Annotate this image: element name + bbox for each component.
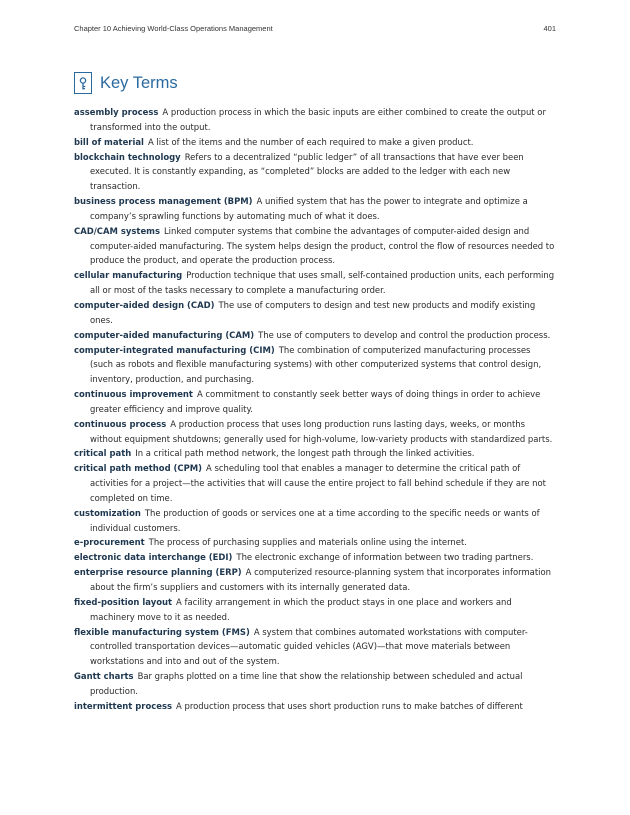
term-definition: A facility arrangement in which the product stays in one place and workers and machinery move to it as needed. xyxy=(90,596,512,622)
term-name: Gantt charts xyxy=(74,671,134,682)
term-entry xyxy=(74,565,556,595)
page-header xyxy=(74,24,556,33)
page-number: 401 xyxy=(543,24,556,33)
term-entry xyxy=(74,135,556,150)
term-definition: The use of computers to develop and control the production process. xyxy=(258,329,551,340)
term-entry xyxy=(74,194,556,224)
term-name: flexible manufacturing system (FMS) xyxy=(74,626,250,637)
term-definition: Production technique that uses small, self-contained production units, each performing all or most of the tasks necessary to complete a manufacturing order. xyxy=(90,270,555,296)
term-definition: A scheduling tool that enables a manager to determine the critical path of activities for a project—the activities that will cause the entire project to fall behind schedule if they are not completed on time. xyxy=(90,463,546,503)
term-name: e-procurement xyxy=(74,537,145,548)
term-definition: A production process that uses short production runs to make batches of different xyxy=(176,700,523,711)
term-definition: A production process in which the basic inputs are either combined to create the output or transformed into the output. xyxy=(90,107,546,132)
term-name: computer-aided manufacturing (CAM) xyxy=(74,329,255,340)
term-definition: The process of purchasing supplies and materials online using the internet. xyxy=(148,537,467,548)
term-definition: A commitment to constantly seek better ways of doing things in order to achieve greater efficiency and improve quality. xyxy=(90,389,541,414)
key-icon xyxy=(74,72,92,94)
term-name: electronic data interchange (EDI) xyxy=(74,552,233,563)
term-name: intermittent process xyxy=(74,700,173,711)
term-entry xyxy=(74,105,556,135)
key-terms-heading xyxy=(74,72,178,94)
section-title: Key Terms xyxy=(100,73,178,92)
term-definition: A list of the items and the number of each required to make a given product. xyxy=(147,136,474,147)
term-entry xyxy=(74,595,556,625)
term-definition: The electronic exchange of information between two trading partners. xyxy=(236,552,534,563)
term-definition: The production of goods or services one at a time according to the specific needs or wants of individual customers. xyxy=(90,507,540,533)
term-entry xyxy=(74,328,556,343)
term-entry xyxy=(74,417,556,447)
term-entry xyxy=(74,625,556,670)
term-name: business process management (BPM) xyxy=(74,196,253,207)
term-definition: Refers to a decentralized “public ledger” of all transactions that have ever been executed. It is constantly expanding, as “completed” blocks are added to the ledger with each new transaction. xyxy=(90,151,524,192)
term-definition: Linked computer systems that combine the advantages of computer-aided design and computer-aided manufacturing. The system helps design the product, control the flow of resources needed to produce the product, and operate the production process. xyxy=(90,225,555,266)
term-definition: A unified system that has the power to integrate and optimize a company’s sprawling functions by automating much of what it does. xyxy=(90,196,528,221)
term-name: assembly process xyxy=(74,107,159,117)
term-entry xyxy=(74,506,556,536)
term-entry xyxy=(74,224,556,269)
term-name: bill of material xyxy=(74,136,144,147)
term-entry xyxy=(74,150,556,195)
term-definition: Bar graphs plotted on a time line that show the relationship between scheduled and actual production. xyxy=(90,671,523,696)
term-entry xyxy=(74,699,556,714)
term-entry xyxy=(74,550,556,565)
term-name: critical path method (CPM) xyxy=(74,463,203,474)
term-name: enterprise resource planning (ERP) xyxy=(74,567,242,578)
term-entry xyxy=(74,446,556,461)
term-name: computer-aided design (CAD) xyxy=(74,299,215,310)
term-definition: A production process that uses long production runs lasting days, weeks, or months without equipment shutdowns; generally used for high-volume, low-variety products with standardized parts. xyxy=(90,418,553,444)
term-name: CAD/CAM systems xyxy=(74,225,160,236)
term-name: blockchain technology xyxy=(74,151,181,162)
term-entry xyxy=(74,461,556,506)
term-entry xyxy=(74,343,556,388)
term-entry xyxy=(74,535,556,550)
term-name: continuous process xyxy=(74,418,167,429)
key-terms-list xyxy=(74,105,556,714)
term-name: customization xyxy=(74,507,141,518)
term-name: fixed-position layout xyxy=(74,596,173,607)
term-entry xyxy=(74,268,556,298)
term-definition: A system that combines automated workstations with computer-controlled transportation devices—automatic guided vehicles (AGV)—that move materials between workstations and into and out of the system. xyxy=(90,626,528,667)
term-entry xyxy=(74,669,556,699)
term-definition: The combination of computerized manufacturing processes (such as robots and flexible manufacturing systems) with other computerized systems that control design, inventory, production, and purchasing. xyxy=(90,344,542,385)
term-definition: The use of computers to design and test new products and modify existing ones. xyxy=(90,299,536,325)
chapter-title: Chapter 10 Achieving World-Class Operations Management xyxy=(74,24,273,33)
term-name: critical path xyxy=(74,448,132,459)
term-name: continuous improvement xyxy=(74,389,193,400)
term-name: cellular manufacturing xyxy=(74,270,183,281)
term-name: computer-integrated manufacturing (CIM) xyxy=(74,344,275,355)
term-definition: A computerized resource-planning system that incorporates information about the firm’s suppliers and customers with its internally generated data. xyxy=(90,567,552,592)
term-entry xyxy=(74,298,556,328)
term-entry xyxy=(74,387,556,417)
term-definition: In a critical path method network, the longest path through the linked activities. xyxy=(135,448,475,459)
